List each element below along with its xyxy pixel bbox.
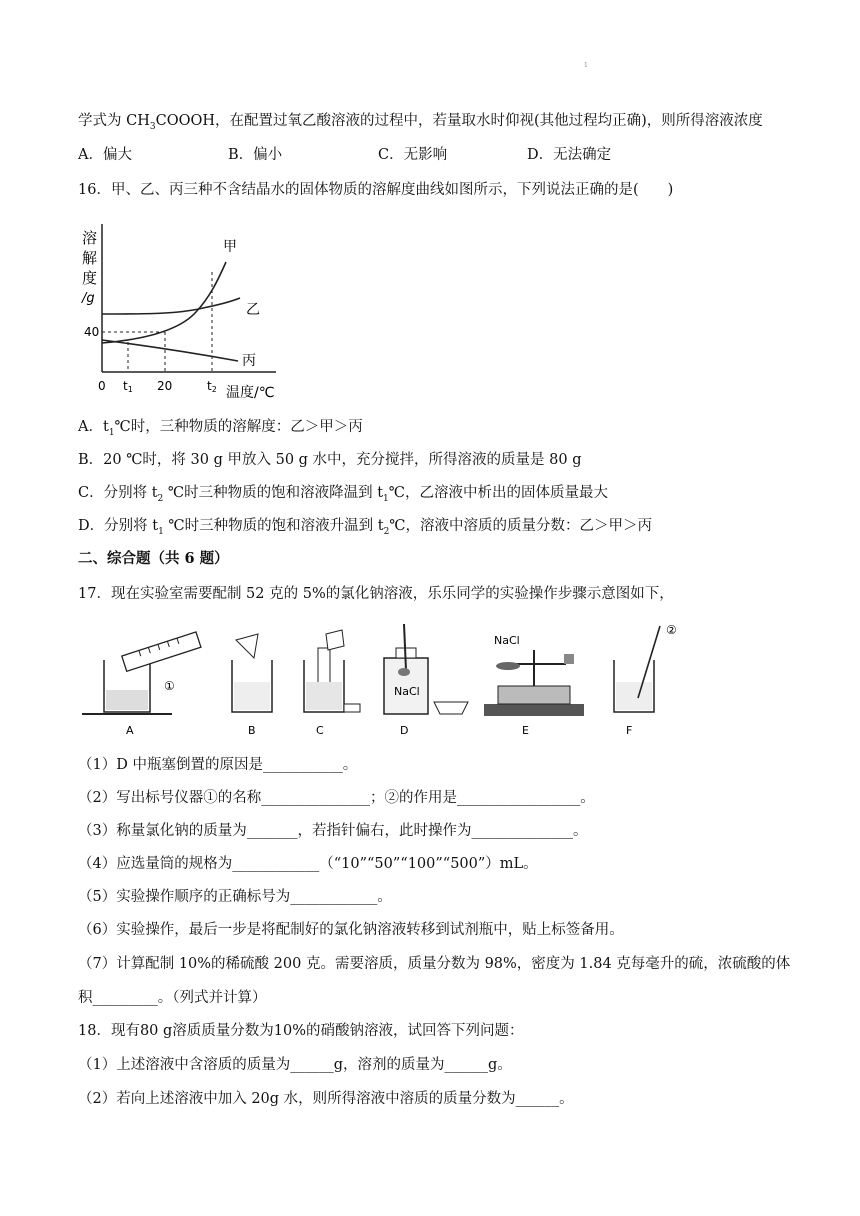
chart-xtick-t2: t2 xyxy=(207,379,217,394)
step-label-d: D xyxy=(400,724,409,737)
nacl-bottle-label: NaCl xyxy=(394,685,420,698)
page-mark: 1 xyxy=(584,62,588,69)
q15-intro: 学式为 $CH_3COOOH$，在配置过氧乙酸溶液的过程中，若量取水时仰视(其他过程均正确)，则所得溶液浓度 xyxy=(78,113,763,132)
chart-ylabel-3: 度 xyxy=(82,269,98,287)
step-d-graphic xyxy=(384,624,468,714)
q15-option-a[interactable]: A．偏大 xyxy=(78,147,132,163)
series-label-bing: 丙 xyxy=(242,353,256,369)
q17-part-2: （2）写出标号仪器①的名称_______________；②的作用是_________________。 xyxy=(78,790,595,806)
series-label-yi: 乙 xyxy=(246,302,260,318)
q18-stem: 18．现有80 g溶质质量分数为10%的硝酸钠溶液，试回答下列问题： xyxy=(78,1023,524,1039)
step-label-b: B xyxy=(248,724,256,737)
step-e-graphic xyxy=(484,634,584,716)
chart-ylabel-2: 解 xyxy=(82,249,98,267)
step-f-graphic xyxy=(614,623,677,712)
q16-option-a[interactable]: A．$t_1℃$时，三种物质的溶解度：乙＞甲＞丙 xyxy=(78,419,363,438)
curve-yi xyxy=(102,298,240,314)
nacl-scale-label: NaCl xyxy=(494,634,520,647)
q15-option-b[interactable]: B．偏小 xyxy=(228,147,283,163)
series-label-jia: 甲 xyxy=(223,239,237,255)
experiment-steps-figure xyxy=(82,620,702,740)
chart-ytick-40: 40 xyxy=(84,325,100,339)
step-a-graphic xyxy=(82,632,201,714)
solubility-chart xyxy=(78,222,288,404)
chart-ylabel-1: 溶 xyxy=(82,229,98,247)
chart-xtick-t1: t1 xyxy=(123,379,133,394)
q17-part-7: （7）计算配制 10%的稀硫酸 200 克。需要溶质，质量分数为 98%，密度为 1.84 克每毫升的硫，浓硫酸的体 xyxy=(78,956,791,972)
step-label-c: C xyxy=(316,724,324,737)
step-label-f: F xyxy=(626,724,633,737)
q17-part-7-cont: 积_________。（列式并计算） xyxy=(78,990,267,1006)
q18-part-2: （2）若向上述溶液中加入 20g 水，则所得溶液中溶质的质量分数为______。 xyxy=(78,1091,574,1107)
circle-mark-2: ② xyxy=(666,623,677,637)
q16-option-c[interactable]: C．分别将 $t_2$ ℃时三种物质的饱和溶液降温到 $t_1℃$，乙溶液中析出的固体质量最大 xyxy=(78,485,608,504)
q16-option-d[interactable]: D．分别将 $t_1$ ℃时三种物质的饱和溶液升温到 $t_2℃$，溶液中溶质的质量分数：乙＞甲＞丙 xyxy=(78,518,653,537)
q16-option-b[interactable]: B．20 ℃时，将 30 g 甲放入 50 g 水中，充分搅拌，所得溶液的质量是 80 g xyxy=(78,452,582,468)
step-label-a: A xyxy=(126,724,134,737)
q17-part-1: （1）D 中瓶塞倒置的原因是___________。 xyxy=(78,757,358,773)
chart-xtick-0: 0 xyxy=(98,379,106,393)
section-title: 二、综合题（共 6 题） xyxy=(78,550,229,567)
q17-part-4: （4）应选量筒的规格为____________（“10”“50”“100”“500”）mL。 xyxy=(78,856,538,872)
q17-stem: 17．现在实验室需要配制 52 克的 5%的氯化钠溶液，乐乐同学的实验操作步骤示意图如下， xyxy=(78,586,674,602)
q16-stem: 16．甲、乙、丙三种不含结晶水的固体物质的溶解度曲线如图所示，下列说法正确的是( ) xyxy=(78,182,674,198)
chart-ylabel-4: /g xyxy=(82,291,95,306)
chart-xtick-20: 20 xyxy=(157,379,173,393)
q15-option-c[interactable]: C．无影响 xyxy=(378,147,448,163)
chart-xlabel: 温度/℃ xyxy=(226,385,275,401)
q18-part-1: （1）上述溶液中含溶质的质量为______g，溶剂的质量为______g。 xyxy=(78,1057,512,1073)
step-c-graphic xyxy=(304,630,360,712)
q17-part-3: （3）称量氯化钠的质量为_______，若指针偏右，此时操作为______________。 xyxy=(78,823,588,839)
step-b-graphic xyxy=(232,634,272,712)
q17-part-6: （6）实验操作，最后一步是将配制好的氯化钠溶液转移到试剂瓶中，贴上标签备用。 xyxy=(78,922,624,938)
curve-jia xyxy=(102,262,226,343)
circle-mark-1: ① xyxy=(164,679,175,693)
step-label-e: E xyxy=(522,724,529,737)
curve-bing xyxy=(102,340,238,361)
q17-part-5: （5）实验操作顺序的正确标号为____________。 xyxy=(78,889,392,905)
q15-option-d[interactable]: D．无法确定 xyxy=(527,147,612,163)
